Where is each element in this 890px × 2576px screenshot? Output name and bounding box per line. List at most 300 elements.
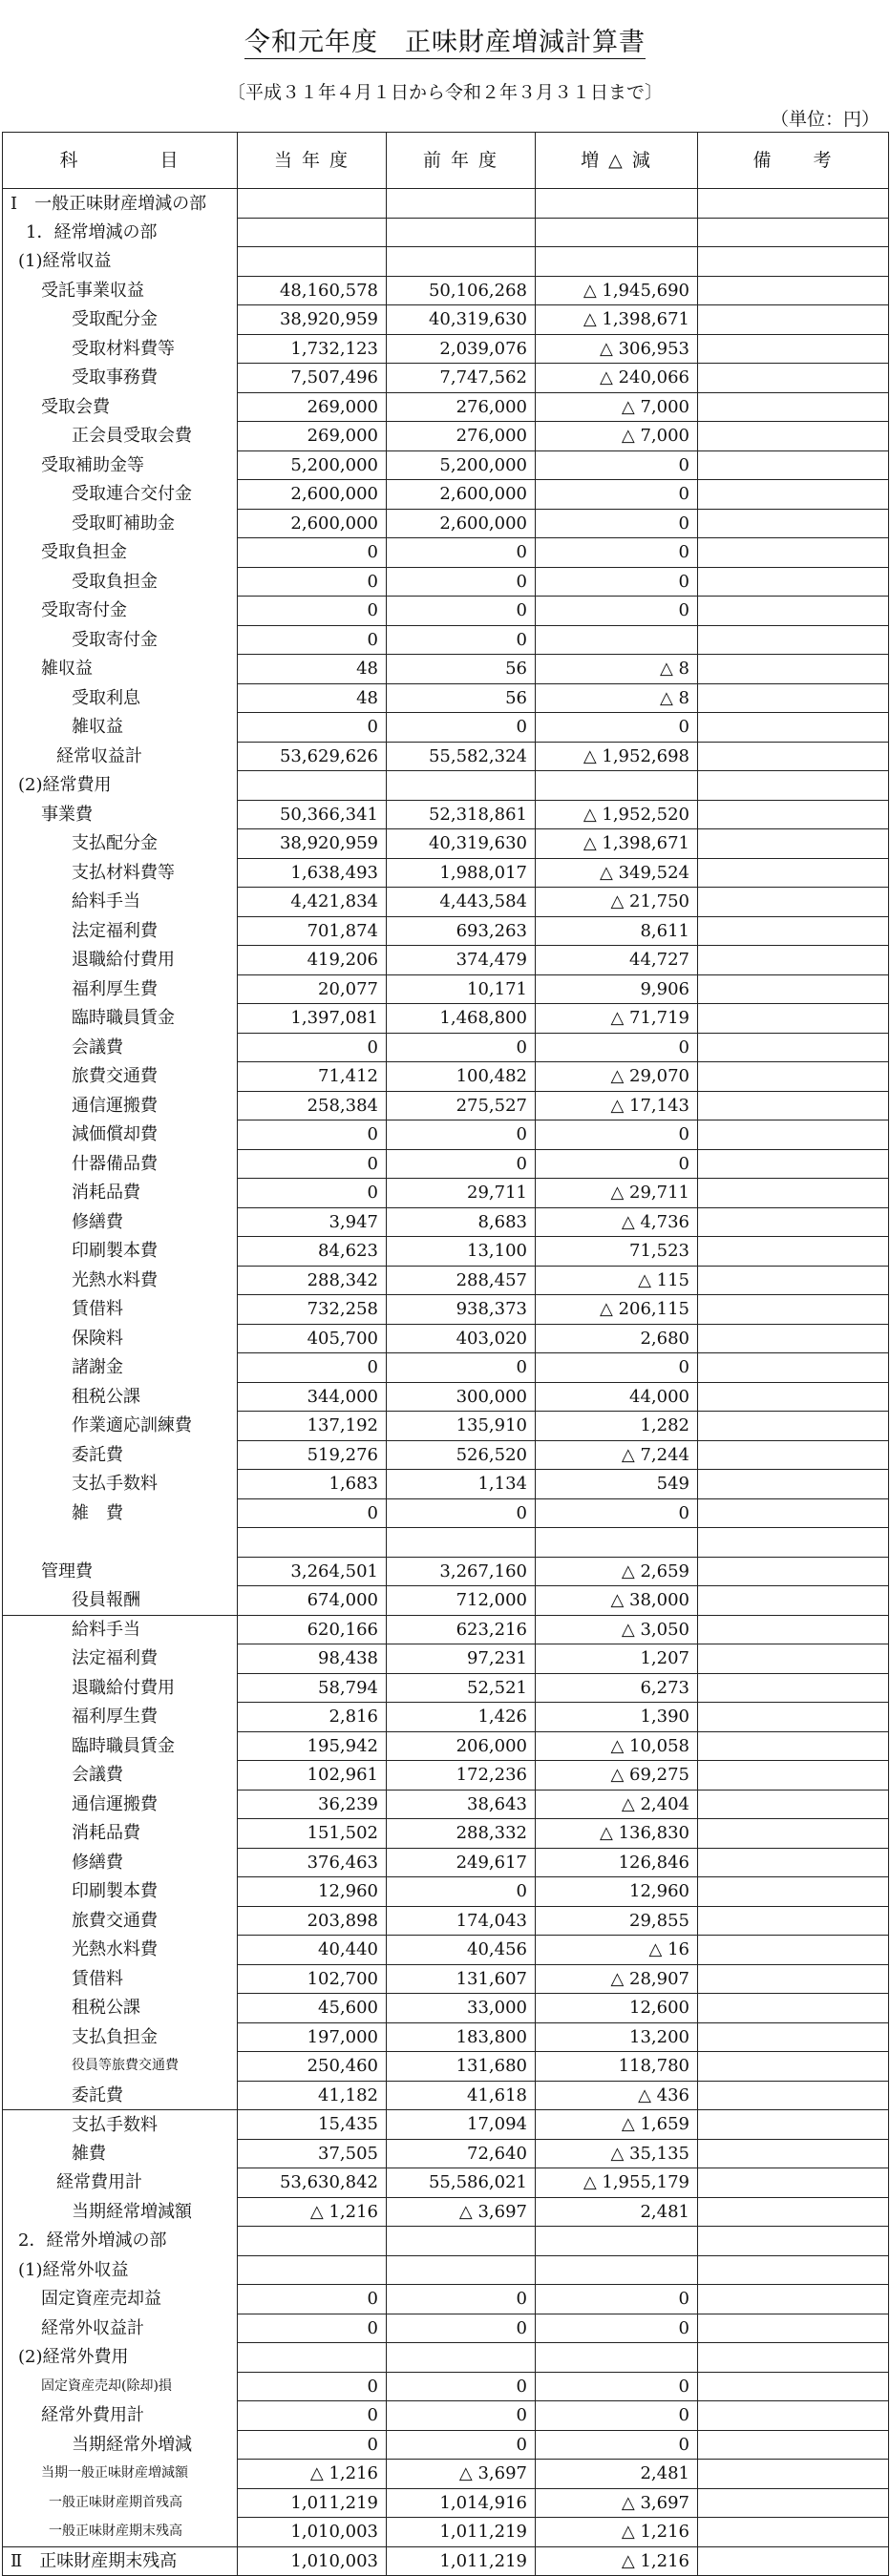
remarks-cell	[698, 2546, 889, 2576]
table-row	[3, 1353, 889, 1383]
current-year-cell: 0	[238, 1179, 387, 1208]
change-cell: 0	[536, 2430, 698, 2460]
account-cell: 賃借料	[3, 1295, 238, 1325]
current-year-cell: 41,182	[238, 2081, 387, 2110]
current-year-cell: 0	[238, 713, 387, 743]
current-year-cell: 3,264,501	[238, 1557, 387, 1586]
change-cell: 8,611	[536, 916, 698, 946]
table-row	[3, 1412, 889, 1441]
current-year-cell: 38,920,959	[238, 829, 387, 859]
change-cell: △ 29,070	[536, 1062, 698, 1092]
change-cell: △ 7,000	[536, 392, 698, 422]
change-cell: 71,523	[536, 1237, 698, 1267]
remarks-cell	[698, 1586, 889, 1616]
table-row	[3, 2343, 889, 2373]
table-row	[3, 2430, 889, 2460]
table-header-row	[3, 133, 889, 189]
current-year-cell: 84,623	[238, 1237, 387, 1267]
account-cell: 当期経常外増減	[3, 2430, 238, 2460]
change-cell	[536, 771, 698, 801]
remarks-cell	[698, 858, 889, 888]
previous-year-cell: 72,640	[387, 2139, 536, 2168]
remarks-cell	[698, 2081, 889, 2110]
account-cell: 租税公課	[3, 1994, 238, 2023]
current-year-cell: 258,384	[238, 1091, 387, 1120]
remarks-cell	[698, 2022, 889, 2052]
previous-year-cell: 693,263	[387, 916, 536, 946]
previous-year-cell: 1,011,219	[387, 2518, 536, 2547]
account-cell: 雑収益	[3, 713, 238, 743]
current-year-cell: 38,920,959	[238, 305, 387, 335]
previous-year-cell: 623,216	[387, 1615, 536, 1644]
remarks-cell	[698, 1470, 889, 1499]
account-cell: 経常費用計	[3, 2168, 238, 2198]
column-header-account: 科 目	[3, 133, 238, 189]
table-row	[3, 189, 889, 219]
change-cell: △ 1,398,671	[536, 829, 698, 859]
account-cell: Ⅱ 正味財産期末残高	[3, 2546, 238, 2576]
account-cell: 福利厚生費	[3, 1703, 238, 1732]
change-cell: △ 206,115	[536, 1295, 698, 1325]
previous-year-cell: 276,000	[387, 392, 536, 422]
table-row	[3, 2488, 889, 2518]
change-cell: △ 1,659	[536, 2110, 698, 2140]
previous-year-cell: 0	[387, 2314, 536, 2343]
change-cell	[536, 2227, 698, 2256]
remarks-cell	[698, 1353, 889, 1383]
table-row	[3, 1673, 889, 1703]
remarks-cell	[698, 2227, 889, 2256]
table-row	[3, 946, 889, 975]
current-year-cell: 37,505	[238, 2139, 387, 2168]
remarks-cell	[698, 1615, 889, 1644]
current-year-cell: △ 1,216	[238, 2197, 387, 2227]
account-cell: 一般正味財産期首残高	[3, 2488, 238, 2518]
previous-year-cell: △ 3,697	[387, 2460, 536, 2489]
previous-year-cell	[387, 2227, 536, 2256]
table-row	[3, 1703, 889, 1732]
change-cell: △ 71,719	[536, 1004, 698, 1034]
change-cell	[536, 625, 698, 655]
current-year-cell: 0	[238, 538, 387, 568]
table-row	[3, 1877, 889, 1907]
table-row	[3, 625, 889, 655]
current-year-cell: 40,440	[238, 1936, 387, 1965]
table-row	[3, 2255, 889, 2285]
current-year-cell	[238, 2255, 387, 2285]
remarks-cell	[698, 771, 889, 801]
account-cell: 受取会費	[3, 392, 238, 422]
remarks-cell	[698, 2372, 889, 2401]
account-cell: 雑費	[3, 2139, 238, 2168]
change-cell: △ 1,955,179	[536, 2168, 698, 2198]
table-row	[3, 2546, 889, 2576]
statement-table	[2, 132, 889, 2576]
previous-year-cell: 0	[387, 713, 536, 743]
table-row	[3, 1382, 889, 1412]
table-row	[3, 422, 889, 451]
previous-year-cell: 135,910	[387, 1412, 536, 1441]
current-year-cell: 102,961	[238, 1761, 387, 1791]
remarks-cell	[698, 509, 889, 538]
current-year-cell: 0	[238, 1498, 387, 1528]
account-cell: 福利厚生費	[3, 974, 238, 1004]
table-row	[3, 247, 889, 277]
account-cell: 給料手当	[3, 888, 238, 917]
account-cell: 法定福利費	[3, 916, 238, 946]
table-row	[3, 1033, 889, 1062]
account-cell: 支払手数料	[3, 1470, 238, 1499]
remarks-cell	[698, 567, 889, 597]
table-row	[3, 1120, 889, 1150]
remarks-cell	[698, 2430, 889, 2460]
table-row	[3, 450, 889, 480]
previous-year-cell: 55,582,324	[387, 742, 536, 771]
current-year-cell: 419,206	[238, 946, 387, 975]
current-year-cell: 269,000	[238, 392, 387, 422]
current-year-cell: 4,421,834	[238, 888, 387, 917]
previous-year-cell: 7,747,562	[387, 364, 536, 393]
current-year-cell: 732,258	[238, 1295, 387, 1325]
previous-year-cell	[387, 2343, 536, 2373]
current-year-cell: 1,397,081	[238, 1004, 387, 1034]
account-cell: 光熱水料費	[3, 1936, 238, 1965]
previous-year-cell: 8,683	[387, 1207, 536, 1237]
account-cell: 経常収益計	[3, 742, 238, 771]
previous-year-cell: 403,020	[387, 1324, 536, 1353]
remarks-cell	[698, 1964, 889, 1994]
account-cell: 旅費交通費	[3, 1062, 238, 1092]
remarks-cell	[698, 2488, 889, 2518]
change-cell: △ 21,750	[536, 888, 698, 917]
change-cell: 118,780	[536, 2052, 698, 2082]
remarks-cell	[698, 1266, 889, 1295]
remarks-cell	[698, 2314, 889, 2343]
remarks-cell	[698, 2460, 889, 2489]
table-row	[3, 1324, 889, 1353]
account-cell: 会議費	[3, 1033, 238, 1062]
change-cell: △ 1,216	[536, 2518, 698, 2547]
previous-year-cell: 55,586,021	[387, 2168, 536, 2198]
previous-year-cell: 0	[387, 567, 536, 597]
previous-year-cell: 3,267,160	[387, 1557, 536, 1586]
change-cell: △ 1,952,698	[536, 742, 698, 771]
account-cell: Ⅰ 一般正味財産増減の部	[3, 189, 238, 219]
table-row	[3, 858, 889, 888]
table-row	[3, 1994, 889, 2023]
remarks-cell	[698, 2518, 889, 2547]
change-cell: 13,200	[536, 2022, 698, 2052]
change-cell: △ 349,524	[536, 858, 698, 888]
remarks-cell	[698, 1120, 889, 1150]
current-year-cell: 48	[238, 683, 387, 713]
table-row	[3, 1936, 889, 1965]
current-year-cell	[238, 2227, 387, 2256]
account-cell: 2．経常外増減の部	[3, 2227, 238, 2256]
current-year-cell	[238, 771, 387, 801]
table-row	[3, 1761, 889, 1791]
change-cell: 2,680	[536, 1324, 698, 1353]
table-row	[3, 597, 889, 626]
table-row	[3, 218, 889, 247]
previous-year-cell: 13,100	[387, 1237, 536, 1267]
table-row	[3, 480, 889, 510]
account-cell: 受取補助金等	[3, 450, 238, 480]
remarks-cell	[698, 2401, 889, 2431]
table-row	[3, 392, 889, 422]
table-row	[3, 364, 889, 393]
previous-year-cell: 17,094	[387, 2110, 536, 2140]
change-cell	[536, 189, 698, 219]
table-row	[3, 742, 889, 771]
change-cell: 0	[536, 1149, 698, 1179]
current-year-cell: 50,366,341	[238, 800, 387, 829]
account-cell: 会議費	[3, 1761, 238, 1791]
change-cell: △ 69,275	[536, 1761, 698, 1791]
remarks-cell	[698, 334, 889, 364]
account-cell: 保険料	[3, 1324, 238, 1353]
previous-year-cell: 0	[387, 2430, 536, 2460]
change-cell: △ 115	[536, 1266, 698, 1295]
remarks-cell	[698, 422, 889, 451]
account-cell: 光熱水料費	[3, 1266, 238, 1295]
table-row	[3, 2022, 889, 2052]
previous-year-cell: 712,000	[387, 1586, 536, 1616]
table-row	[3, 2081, 889, 2110]
previous-year-cell	[387, 247, 536, 277]
remarks-cell	[698, 597, 889, 626]
remarks-cell	[698, 1091, 889, 1120]
account-cell: 臨時職員賃金	[3, 1004, 238, 1034]
change-cell: △ 1,945,690	[536, 276, 698, 305]
previous-year-cell: 1,011,219	[387, 2546, 536, 2576]
account-cell: 消耗品費	[3, 1819, 238, 1849]
remarks-cell	[698, 2052, 889, 2082]
account-cell: 印刷製本費	[3, 1237, 238, 1267]
previous-year-cell: 172,236	[387, 1761, 536, 1791]
account-cell: 作業適応訓練費	[3, 1412, 238, 1441]
previous-year-cell: 1,426	[387, 1703, 536, 1732]
account-cell: 修繕費	[3, 1207, 238, 1237]
account-cell: 減価償却費	[3, 1120, 238, 1150]
current-year-cell: 0	[238, 597, 387, 626]
account-cell: 1．経常増減の部	[3, 218, 238, 247]
current-year-cell	[238, 189, 387, 219]
previous-year-cell: 1,134	[387, 1470, 536, 1499]
change-cell: 126,846	[536, 1848, 698, 1877]
change-cell: 0	[536, 2314, 698, 2343]
account-cell: 受取負担金	[3, 538, 238, 568]
table-row	[3, 2460, 889, 2489]
previous-year-cell: 0	[387, 625, 536, 655]
current-year-cell: 71,412	[238, 1062, 387, 1092]
change-cell: 2,481	[536, 2460, 698, 2489]
current-year-cell: 1,011,219	[238, 2488, 387, 2518]
account-cell: 給料手当	[3, 1615, 238, 1644]
current-year-cell: 137,192	[238, 1412, 387, 1441]
account-cell: 賃借料	[3, 1964, 238, 1994]
table-row	[3, 334, 889, 364]
document-title: 令和元年度 正味財産増減計算書	[244, 28, 646, 57]
current-year-cell: 0	[238, 625, 387, 655]
change-cell: 12,960	[536, 1877, 698, 1907]
current-year-cell: 98,438	[238, 1644, 387, 1674]
account-cell: 支払手数料	[3, 2110, 238, 2140]
change-cell: △ 306,953	[536, 334, 698, 364]
remarks-cell	[698, 1062, 889, 1092]
account-cell: 印刷製本費	[3, 1877, 238, 1907]
current-year-cell: 288,342	[238, 1266, 387, 1295]
account-cell: 租税公課	[3, 1382, 238, 1412]
previous-year-cell: 131,680	[387, 2052, 536, 2082]
remarks-cell	[698, 1382, 889, 1412]
previous-year-cell: 183,800	[387, 2022, 536, 2052]
change-cell: △ 7,244	[536, 1440, 698, 1470]
previous-year-cell: 0	[387, 1120, 536, 1150]
table-row	[3, 1440, 889, 1470]
remarks-cell	[698, 1557, 889, 1586]
current-year-cell: 12,960	[238, 1877, 387, 1907]
table-row	[3, 771, 889, 801]
previous-year-cell: 1,014,916	[387, 2488, 536, 2518]
current-year-cell: 1,010,003	[238, 2518, 387, 2547]
change-cell: 0	[536, 567, 698, 597]
previous-year-cell: 5,200,000	[387, 450, 536, 480]
remarks-cell	[698, 305, 889, 335]
change-cell: △ 136,830	[536, 1819, 698, 1849]
current-year-cell: 197,000	[238, 2022, 387, 2052]
account-cell: 事業費	[3, 800, 238, 829]
previous-year-cell: 288,457	[387, 1266, 536, 1295]
remarks-cell	[698, 1440, 889, 1470]
table-row	[3, 1528, 889, 1558]
current-year-cell: 36,239	[238, 1790, 387, 1819]
change-cell: △ 35,135	[536, 2139, 698, 2168]
previous-year-cell: 0	[387, 2372, 536, 2401]
change-cell	[536, 247, 698, 277]
change-cell	[536, 2343, 698, 2373]
current-year-cell: 45,600	[238, 1994, 387, 2023]
table-row	[3, 1207, 889, 1237]
table-row	[3, 1470, 889, 1499]
account-cell: 受取寄付金	[3, 597, 238, 626]
account-cell: 臨時職員賃金	[3, 1731, 238, 1761]
previous-year-cell: 29,711	[387, 1179, 536, 1208]
current-year-cell: 0	[238, 2401, 387, 2431]
table-row	[3, 1237, 889, 1267]
table-row	[3, 800, 889, 829]
previous-year-cell: 0	[387, 538, 536, 568]
table-row	[3, 538, 889, 568]
table-row	[3, 683, 889, 713]
change-cell: △ 3,697	[536, 2488, 698, 2518]
current-year-cell: 1,638,493	[238, 858, 387, 888]
change-cell: 0	[536, 480, 698, 510]
table-row	[3, 2110, 889, 2140]
current-year-cell: 7,507,496	[238, 364, 387, 393]
change-cell: 44,000	[536, 1382, 698, 1412]
current-year-cell: 0	[238, 2372, 387, 2401]
table-row	[3, 2314, 889, 2343]
change-cell: △ 28,907	[536, 1964, 698, 1994]
change-cell: △ 10,058	[536, 1731, 698, 1761]
remarks-cell	[698, 364, 889, 393]
previous-year-cell: 40,319,630	[387, 829, 536, 859]
account-cell: 通信運搬費	[3, 1091, 238, 1120]
previous-year-cell: 288,332	[387, 1819, 536, 1849]
change-cell: △ 240,066	[536, 364, 698, 393]
table-row	[3, 829, 889, 859]
previous-year-cell	[387, 2255, 536, 2285]
account-cell: 支払配分金	[3, 829, 238, 859]
previous-year-cell	[387, 218, 536, 247]
table-row	[3, 2227, 889, 2256]
current-year-cell: 0	[238, 1033, 387, 1062]
remarks-cell	[698, 450, 889, 480]
table-row	[3, 1091, 889, 1120]
table-row	[3, 2168, 889, 2198]
current-year-cell: 15,435	[238, 2110, 387, 2140]
current-year-cell: 53,629,626	[238, 742, 387, 771]
table-row	[3, 1179, 889, 1208]
current-year-cell: 58,794	[238, 1673, 387, 1703]
account-cell: 法定福利費	[3, 1644, 238, 1674]
table-row	[3, 1819, 889, 1849]
remarks-cell	[698, 1412, 889, 1441]
table-row	[3, 1906, 889, 1936]
account-cell: 受取負担金	[3, 567, 238, 597]
remarks-cell	[698, 218, 889, 247]
remarks-cell	[698, 1673, 889, 1703]
current-year-cell: 102,700	[238, 1964, 387, 1994]
change-cell	[536, 218, 698, 247]
column-header-previous-year: 前 年 度	[387, 133, 536, 189]
account-cell: 退職給付費用	[3, 946, 238, 975]
remarks-cell	[698, 392, 889, 422]
account-cell: 経常外費用計	[3, 2401, 238, 2431]
change-cell: △ 1,398,671	[536, 305, 698, 335]
current-year-cell: 1,010,003	[238, 2546, 387, 2576]
account-cell: 退職給付費用	[3, 1673, 238, 1703]
previous-year-cell: 40,319,630	[387, 305, 536, 335]
previous-year-cell: 10,171	[387, 974, 536, 1004]
previous-year-cell: 33,000	[387, 1994, 536, 2023]
change-cell: △ 38,000	[536, 1586, 698, 1616]
change-cell: 29,855	[536, 1906, 698, 1936]
previous-year-cell: 2,600,000	[387, 480, 536, 510]
previous-year-cell: 2,600,000	[387, 509, 536, 538]
change-cell: 0	[536, 2372, 698, 2401]
remarks-cell	[698, 1848, 889, 1877]
table-row	[3, 1731, 889, 1761]
change-cell	[536, 1528, 698, 1558]
previous-year-cell: 275,527	[387, 1091, 536, 1120]
current-year-cell	[238, 2343, 387, 2373]
previous-year-cell: 526,520	[387, 1440, 536, 1470]
table-row	[3, 713, 889, 743]
previous-year-cell: 97,231	[387, 1644, 536, 1674]
previous-year-cell: 38,643	[387, 1790, 536, 1819]
table-row	[3, 1790, 889, 1819]
table-row	[3, 305, 889, 335]
account-cell: (2)経常外費用	[3, 2343, 238, 2373]
change-cell: 0	[536, 2401, 698, 2431]
previous-year-cell: 56	[387, 683, 536, 713]
change-cell: 1,390	[536, 1703, 698, 1732]
remarks-cell	[698, 1936, 889, 1965]
previous-year-cell: △ 3,697	[387, 2197, 536, 2227]
table-row	[3, 916, 889, 946]
